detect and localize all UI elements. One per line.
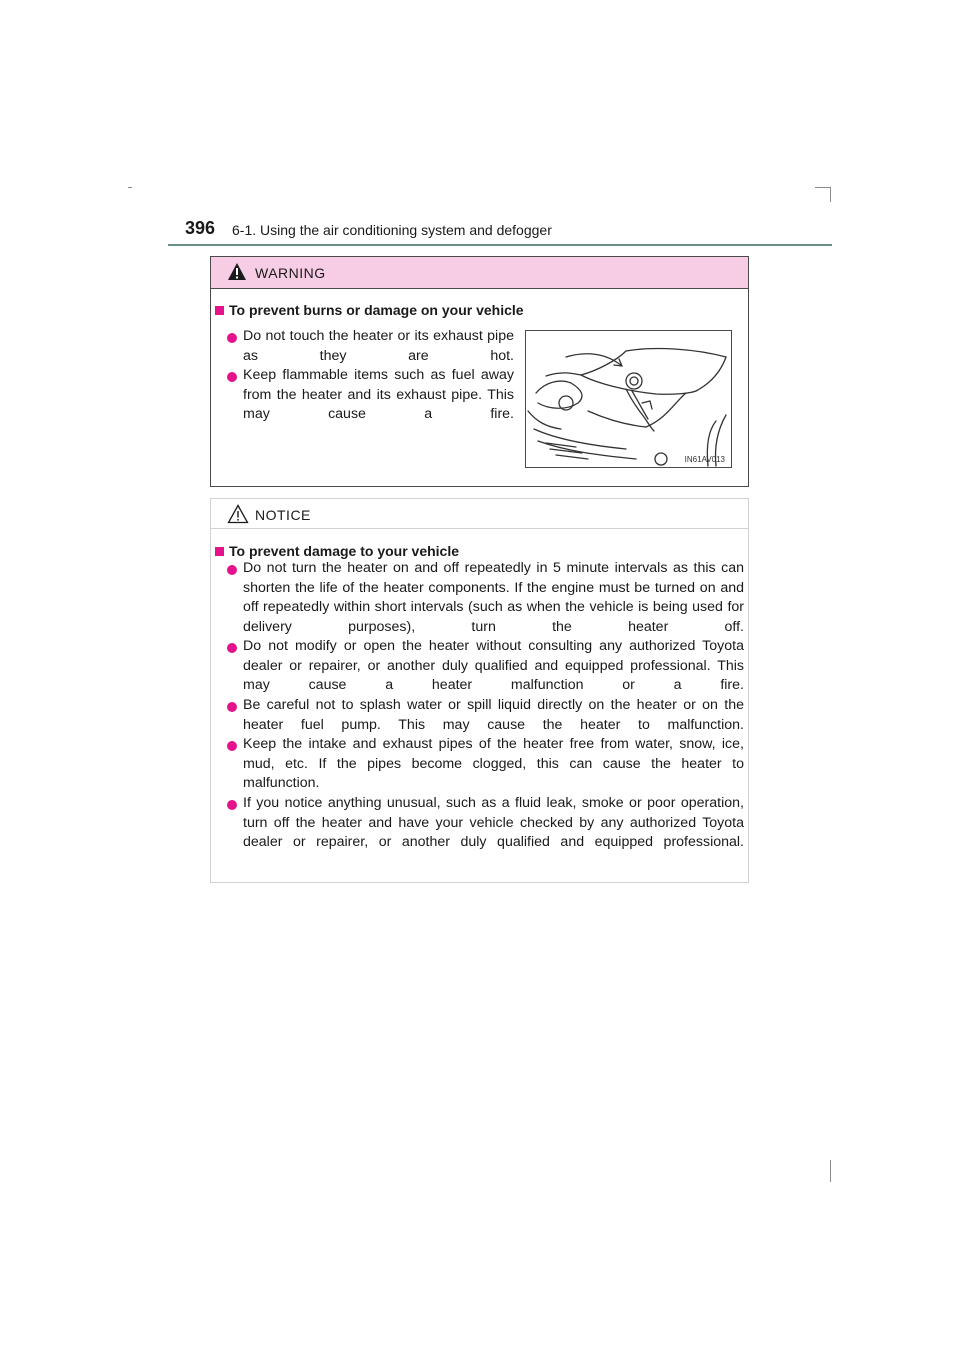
- notice-item: If you notice anything unusual, such as a fluid leak, smoke or poor operation, turn off the heater and have your vehicle checked by any authorized Toyota dealer or repairer, or another duly qualified and equipped professional.: [243, 795, 744, 850]
- notice-item: Do not modify or open the heater without consulting any authorized Toyota dealer or repairer, or another duly qualified and equipped professional. This may cause a heater malfunction or a fire.: [243, 638, 744, 693]
- notice-heading-text: To prevent damage to your vehicle: [229, 543, 460, 559]
- notice-heading: [215, 543, 459, 559]
- warning-heading-text: To prevent burns or damage on your vehicle: [229, 302, 524, 318]
- notice-title: NOTICE: [255, 507, 311, 523]
- notice-item: Be careful not to splash water or spill liquid directly on the heater or on the heater fuel pump. This may cause the heater to malfunction.: [243, 697, 744, 733]
- square-bullet-icon: [215, 547, 224, 556]
- section-title: 6-1. Using the air conditioning system and defogger: [232, 222, 552, 238]
- warning-triangle-icon: [227, 262, 247, 281]
- bullet-dot-icon: [227, 372, 237, 382]
- caution-triangle-icon: [227, 504, 249, 524]
- page-number: 396: [185, 218, 216, 238]
- header-rule: [168, 244, 832, 246]
- warning-item: Keep flammable items such as fuel away from the heater and its exhaust pipe. This may cause a fire.: [243, 367, 514, 422]
- bullet-dot-icon: [227, 800, 237, 810]
- bullet-dot-icon: [227, 643, 237, 653]
- crop-mark: [830, 187, 831, 202]
- bullet-dot-icon: [227, 741, 237, 751]
- bullet-dot-icon: [227, 333, 237, 343]
- notice-box: [210, 498, 749, 883]
- heater-exhaust-illustration: [525, 330, 732, 468]
- crop-mark: [815, 187, 830, 188]
- crop-mark: [830, 1160, 831, 1182]
- notice-item: Do not turn the heater on and off repeatedly in 5 minute intervals as this can shorten the life of the heater components. If the engine must be turned on and off repeatedly within short intervals (such as when the vehicle is being used for delivery purposes), turn the heater off.: [243, 560, 744, 635]
- warning-header: [211, 257, 748, 289]
- car-front-drawing: [526, 331, 731, 467]
- notice-header: [211, 499, 748, 529]
- warning-item: Do not touch the heater or its exhaust pipe as they are hot.: [243, 328, 514, 364]
- crop-mark: [128, 187, 132, 188]
- bullet-dot-icon: [227, 702, 237, 712]
- warning-heading: [215, 302, 524, 318]
- notice-item: Keep the intake and exhaust pipes of the heater free from water, snow, ice, mud, etc. If the pipes become clogged, this can cause the heater to malfunction.: [243, 736, 744, 791]
- square-bullet-icon: [215, 306, 224, 315]
- warning-title: WARNING: [255, 265, 326, 281]
- figure-code: IN61AV013: [684, 455, 725, 464]
- bullet-dot-icon: [227, 565, 237, 575]
